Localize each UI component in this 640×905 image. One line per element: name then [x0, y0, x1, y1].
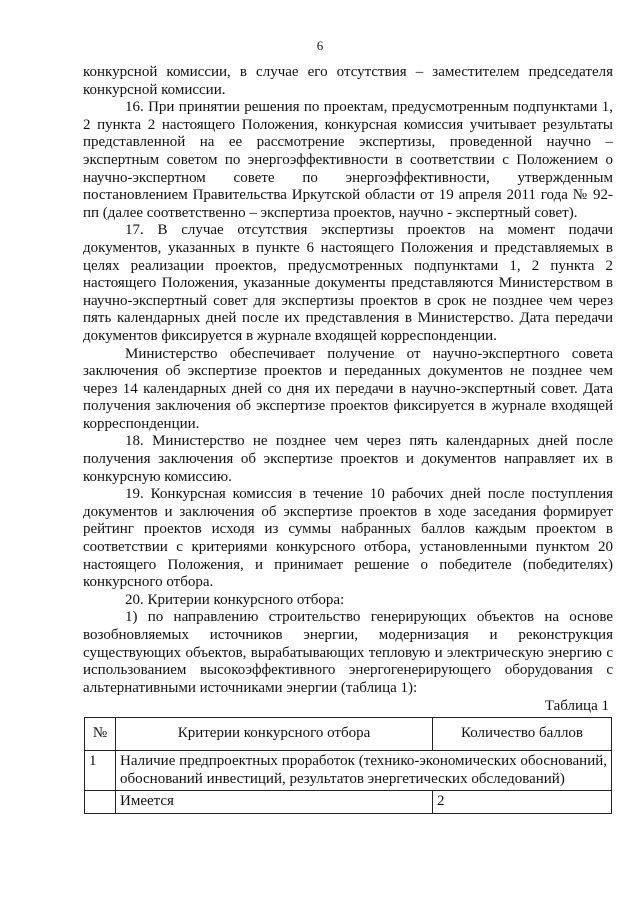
paragraph: 1) по направлению строительство генерирующих объектов на основе возобновляемых источников энергии, модернизация и реконструкция существующих объектов, вырабатывающих тепловую и электрическую энергию с использованием высокоэффективного энергогенерирующего оборудования с альтернативными источниками энергии (таблица 1):	[83, 609, 613, 696]
page-bottom-edge	[0, 899, 640, 905]
page-number: 6	[316, 38, 324, 53]
row-number	[85, 791, 116, 814]
paragraph: Министерство обеспечивает получение от научно-экспертного совета заключения об экспертизе проектов и переданных документов не позднее чем через 14 календарных дней со дня их передачи в научно-экспертный совет. Дата получения заключения об экспертизе проектов фиксируется в журнале входящей корреспонденции.	[83, 345, 613, 432]
row-points: 2	[433, 791, 612, 814]
header-number: №	[85, 718, 116, 751]
table-header-row	[85, 718, 612, 751]
row-criteria: Наличие предпроектных проработок (технико-экономических обоснований, обоснований инвестиций, результатов энергетических обследований)	[116, 751, 612, 791]
paragraph: 16. При принятии решения по проектам, предусмотренным подпунктами 1, 2 пункта 2 настоящего Положения, конкурсная комиссия учитывает результаты представленной на ее рассмотрение экспертизы, проведенной научно – экспертным советом по энергоэффективности в соответствии с Положением о научно-экспертном совете по энергоэффективности, утвержденным постановлением Правительства Иркутской области от 19 апреля 2011 года № 92-пп (далее соответственно – экспертиза проектов, научно - экспертный совет).	[83, 99, 613, 221]
paragraph: 18. Министерство не позднее чем через пять календарных дней после получения заключения об экспертизе проектов и документов направляет их в конкурсную комиссию.	[83, 433, 613, 485]
paragraph: 19. Конкурсная комиссия в течение 10 рабочих дней после поступления документов и заключения об экспертизе проектов в ходе заседания формирует рейтинг проектов исходя из суммы набранных баллов каждым проектом в соответствии с критериями конкурсного отбора, установленными пунктом 20 настоящего Положения, и принимает решение о победителе (победителях) конкурсного отбора.	[83, 486, 613, 591]
paragraph: конкурсной комиссии, в случае его отсутствия – заместителем председателя конкурсной комиссии.	[83, 64, 613, 98]
header-points: Количество баллов	[433, 718, 612, 751]
table-row	[85, 791, 612, 814]
paragraph: 20. Критерии конкурсного отбора:	[125, 591, 345, 608]
criteria-table	[84, 717, 612, 814]
header-criteria: Критерии конкурсного отбора	[116, 718, 433, 751]
paragraph: 17. В случае отсутствия экспертизы проектов на момент подачи документов, указанных в пункте 6 настоящего Положения и представляемых в целях реализации проектов, предусмотренных подпунктами 1, 2 пункта 2 настоящего Положения, указанные документы представляются Министерством в научно-экспертный совет для экспертизы проектов в срок не позднее чем через пять календарных дней после их представления в Министерство. Дата передачи документов фиксируется в журнале входящей корреспонденции.	[83, 222, 613, 344]
row-number: 1	[85, 751, 116, 791]
table-row	[85, 751, 612, 791]
table-caption: Таблица 1	[544, 698, 609, 714]
row-criteria: Имеется	[116, 791, 433, 814]
body-text	[83, 64, 613, 697]
